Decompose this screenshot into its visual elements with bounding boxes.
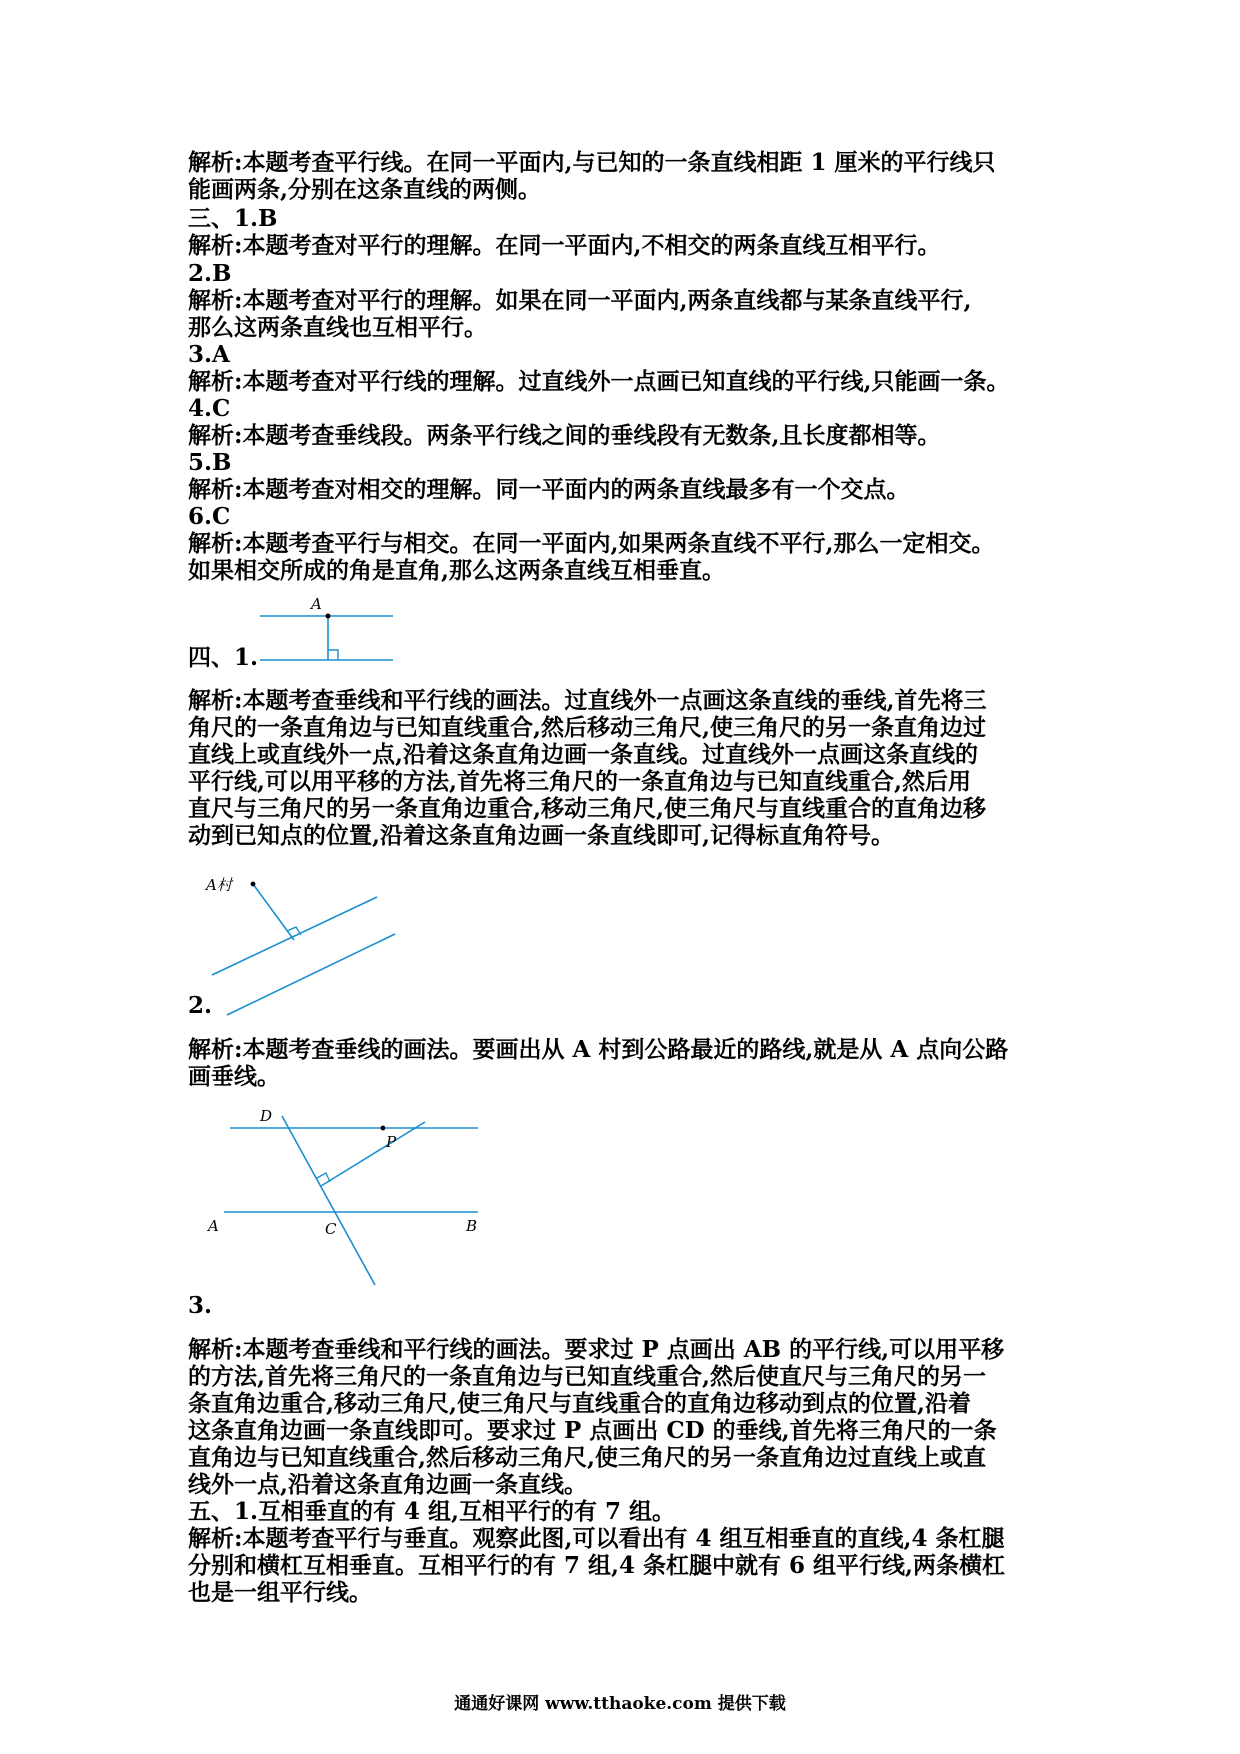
answer-label: 2.B	[188, 260, 232, 287]
fig3-point-b: B	[466, 1217, 478, 1235]
figure-3-perpendicular-parallel	[200, 1098, 500, 1288]
text-line: 解析:本题考查对平行的理解。在同一平面内,不相交的两条直线互相平行。	[188, 232, 941, 259]
footer-text: 通通好课网 www.tthaoke.com 提供下载	[454, 1694, 786, 1714]
text-line: 线外一点,沿着这条直角边画一条直线。	[188, 1471, 588, 1498]
text-line: 直尺与三角尺的另一条直角边重合,移动三角尺,使三角尺与直线重合的直角边移	[188, 795, 987, 822]
answer-heading: 三、1.B	[188, 205, 278, 232]
fig1-point-label: A	[311, 595, 322, 613]
text-line: 解析:本题考查垂线和平行线的画法。要求过 P 点画出 AB 的平行线,可以用平移	[188, 1336, 1005, 1363]
fig3-point-c: C	[325, 1220, 337, 1238]
section4-label: 四、1.	[188, 644, 259, 671]
fig3-point-p: P	[386, 1133, 397, 1151]
text-line: 如果相交所成的角是直角,那么这两条直线互相垂直。	[188, 557, 726, 584]
text-line: 解析:本题考查垂线段。两条平行线之间的垂线段有无数条,且长度都相等。	[188, 422, 941, 449]
answer-label: 6.C	[188, 503, 231, 530]
text-line: 的方法,首先将三角尺的一条直角边与已知直线重合,然后使直尺与三角尺的另一	[188, 1363, 987, 1390]
text-line: 解析:本题考查平行线。在同一平面内,与已知的一条直线相距 1 厘米的平行线只	[188, 149, 996, 176]
section4-label3: 3.	[188, 1292, 213, 1319]
fig3-point-d: D	[260, 1107, 273, 1125]
text-line: 解析:本题考查对相交的理解。同一平面内的两条直线最多有一个交点。	[188, 476, 910, 503]
text-line: 解析:本题考查平行与垂直。观察此图,可以看出有 4 组互相垂直的直线,4 条杠腿	[188, 1525, 1005, 1552]
answer-label: 3.A	[188, 341, 230, 368]
fig2-point-label: A村	[206, 876, 232, 894]
text-line: 分别和横杠互相垂直。互相平行的有 7 组,4 条杠腿中就有 6 组平行线,两条横杠	[188, 1552, 1006, 1579]
text-line: 角尺的一条直角边与已知直线重合,然后移动三角尺,使三角尺的另一条直角边过	[188, 714, 987, 741]
section4-label2: 2.	[188, 992, 213, 1019]
answer-label: 5.B	[188, 449, 232, 476]
text-line: 那么这两条直线也互相平行。	[188, 314, 487, 341]
text-line: 动到已知点的位置,沿着这条直角边画一条直线即可,记得标直角符号。	[188, 822, 895, 849]
fig3-point-a: A	[208, 1217, 219, 1235]
text-line: 平行线,可以用平移的方法,首先将三角尺的一条直角边与已知直线重合,然后用	[188, 768, 972, 795]
text-line: 解析:本题考查对平行线的理解。过直线外一点画已知直线的平行线,只能画一条。	[188, 368, 1010, 395]
text-line: 也是一组平行线。	[188, 1579, 372, 1606]
text-line: 直角边与已知直线重合,然后移动三角尺,使三角尺的另一条直角边过直线上或直	[188, 1444, 987, 1471]
text-line: 这条直角边画一条直线即可。要求过 P 点画出 CD 的垂线,首先将三角尺的一条	[188, 1417, 997, 1444]
text-line: 能画两条,分别在这条直线的两侧。	[188, 176, 542, 203]
text-line: 解析:本题考查垂线和平行线的画法。过直线外一点画这条直线的垂线,首先将三	[188, 687, 987, 714]
text-line: 解析:本题考查平行与相交。在同一平面内,如果两条直线不平行,那么一定相交。	[188, 530, 995, 557]
text-line: 直线上或直线外一点,沿着这条直角边画一条直线。过直线外一点画这条直线的	[188, 741, 979, 768]
text-line: 解析:本题考查垂线的画法。要画出从 A 村到公路最近的路线,就是从 A 点向公路	[188, 1036, 1009, 1063]
text-line: 画垂线。	[188, 1063, 280, 1090]
text-line: 条直角边重合,移动三角尺,使三角尺与直线重合的直角边移动到点的位置,沿着	[188, 1390, 972, 1417]
section5-heading: 五、1.互相垂直的有 4 组,互相平行的有 7 组。	[188, 1498, 676, 1525]
answer-label: 4.C	[188, 395, 231, 422]
text-line: 解析:本题考查对平行的理解。如果在同一平面内,两条直线都与某条直线平行,	[188, 287, 972, 314]
